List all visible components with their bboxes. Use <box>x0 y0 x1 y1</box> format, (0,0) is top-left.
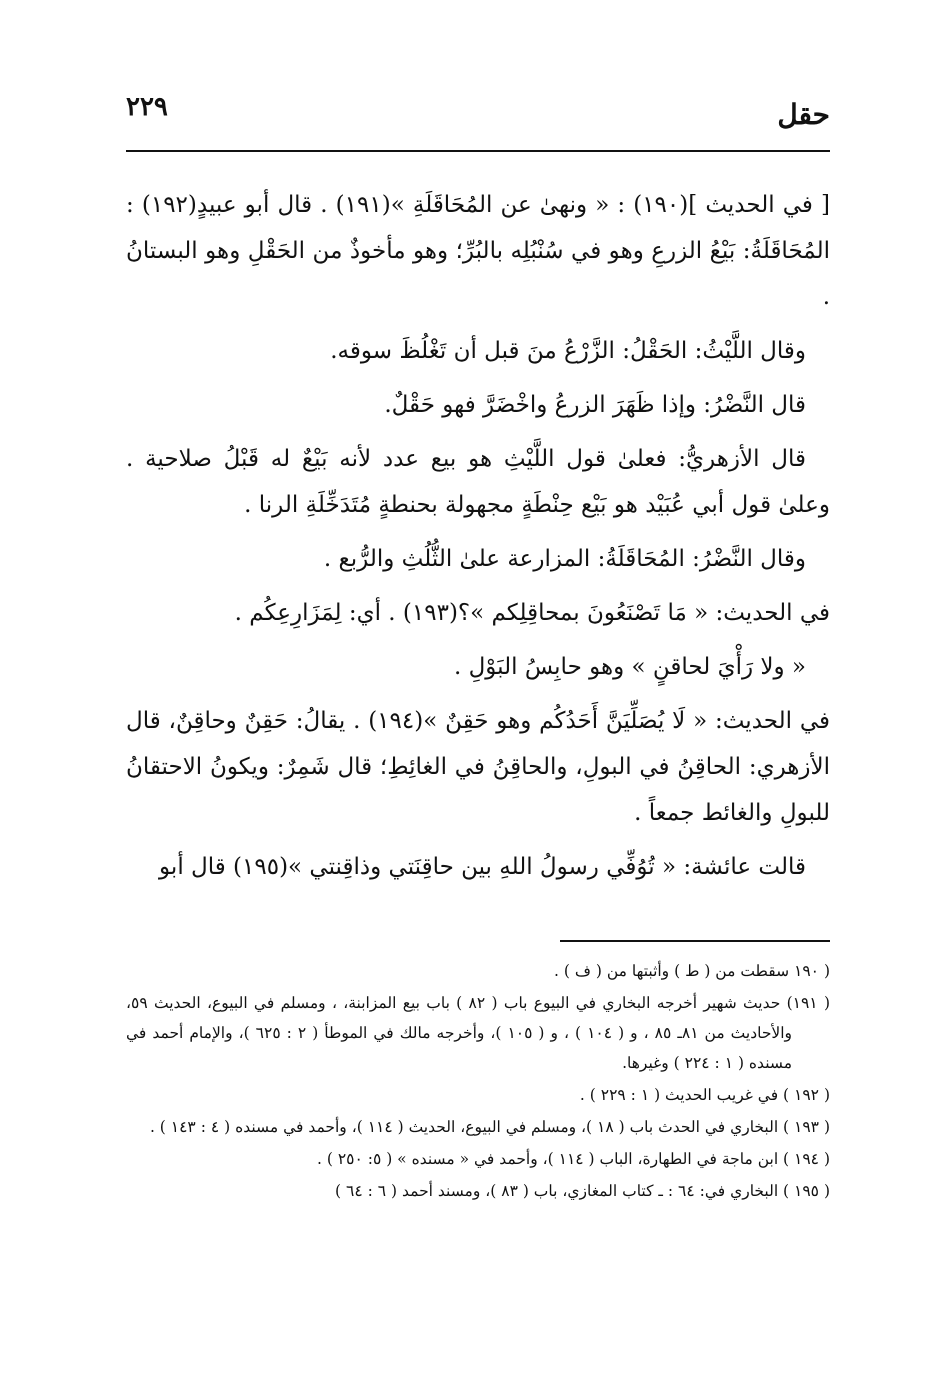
footnote-191: ( ١٩١) حديث شهير أخرجه البخاري في البيوع باب ( ٨٢ ) باب بيع المزابنة، ، ومسلم في البيوع، الحديث ٥٩، والأحاديث من ٨١ـ ٨٥ ، و ( ١٠٤ ) ، و ( ١٠٥ )، وأخرجه مالك في الموطأ ( ٢ : ٦٢٥ )، والإمام أحمد في مسنده ( ١ : ٢٢٤ ) وغيرها. <box>126 994 830 1072</box>
paragraph-nadr: قال النَّضْرُ: وإذا ظَهَرَ الزرعُ واخْضَرَّ فهو حَقْلٌ. <box>384 392 806 418</box>
footnote-195: ( ١٩٥ ) البخاري في: ٦٤ : ـ كتاب المغازي، باب ( ٨٣ )، ومسند أحمد ( ٦ : ٦٤ ) <box>335 1182 830 1200</box>
footnote-193: ( ١٩٣ ) البخاري في الحدث باب ( ١٨ )، ومسلم في البيوع، الحديث ( ١١٤ )، وأحمد في مسنده ( ٤ : ١٤٣ ) . <box>149 1118 830 1136</box>
footnote-rule <box>560 940 830 942</box>
main-text <box>126 182 830 898</box>
paragraph-nadr-muzaraa: وقال النَّضْرُ: المُحَاقَلَةُ: المزارعة علىٰ الثُّلُثِ والرُّبع . <box>323 546 806 572</box>
running-header <box>126 92 830 142</box>
paragraph-aisha: قالت عائشة: « تُوُفِّي رسولُ اللهِ بين حاقِنَتي وذاقِنتي »(١٩٥) قال أبو <box>159 854 806 880</box>
paragraph-hadith-muhaqala: [ في الحديث ](١٩٠) : « ونهىٰ عن المُحَاقَلَةِ »(١٩١) . قال أبو عبيدٍ(١٩٢) : المُحَاقَلَةُ: بَيْعُ الزرعِ وهو في سُنْبُلِه بالبُرِّ؛ وهو مأخوذٌ من الحَقْلِ وهو البستانُ . <box>126 192 830 310</box>
footnote-192: ( ١٩٢ ) في غريب الحديث ( ١ : ٢٢٩ ) . <box>579 1086 830 1104</box>
header-rule <box>126 150 830 152</box>
page-number: ٢٢٩ <box>126 92 168 122</box>
paragraph-hadith-mahaqil: في الحديث: « مَا تَصْنَعُونَ بمحاقِلِكم »؟(١٩٣) . أي: لِمَزَارِعِكُم . <box>234 600 830 626</box>
page-title: حقل <box>777 98 830 131</box>
paragraph-haqin: « ولا رَأْيَ لحاقنٍ » وهو حابِسُ البَوْلِ . <box>453 654 806 680</box>
paragraph-hadith-haqin: في الحديث: « لَا يُصَلِّيَنَّ أَحَدُكُم وهو حَقِنٌ »(١٩٤) . يقالُ: حَقِنٌ وحاقِنٌ، قال الأزهري: الحاقِنُ في البولِ، والحاقِنُ في الغائِطِ؛ قال شَمِرٌ: ويكونُ الاحتقانُ للبولِ والغائط جمعاً . <box>126 708 830 826</box>
paragraph-layth: وقال اللَّيْثُ: الحَقْلُ: الزَّرْعُ منَ قبل أن تَغْلُظَ سوقه. <box>330 338 806 364</box>
footnote-194: ( ١٩٤ ) ابن ماجة في الطهارة، الباب ( ١١٤ )، وأحمد في « مسنده » ( ٥: ٢٥٠ ) . <box>316 1150 830 1168</box>
footnote-190: ( ١٩٠ سقطت من ( ط ) وأثبتها من ( ف ) . <box>554 962 830 980</box>
paragraph-azhari: قال الأزهريُّ: فعلىٰ قول اللَّيْثِ هو بيع عدد لأنه بَيْعٌ له قَبْلُ صلاحية . وعلىٰ قول أبي عُبَيْد هو بَيْع حِنْطَةٍ مجهولة بحنطةٍ مُتَدَخِّلَةِ الرنا . <box>126 446 830 518</box>
footnotes <box>126 956 830 1208</box>
